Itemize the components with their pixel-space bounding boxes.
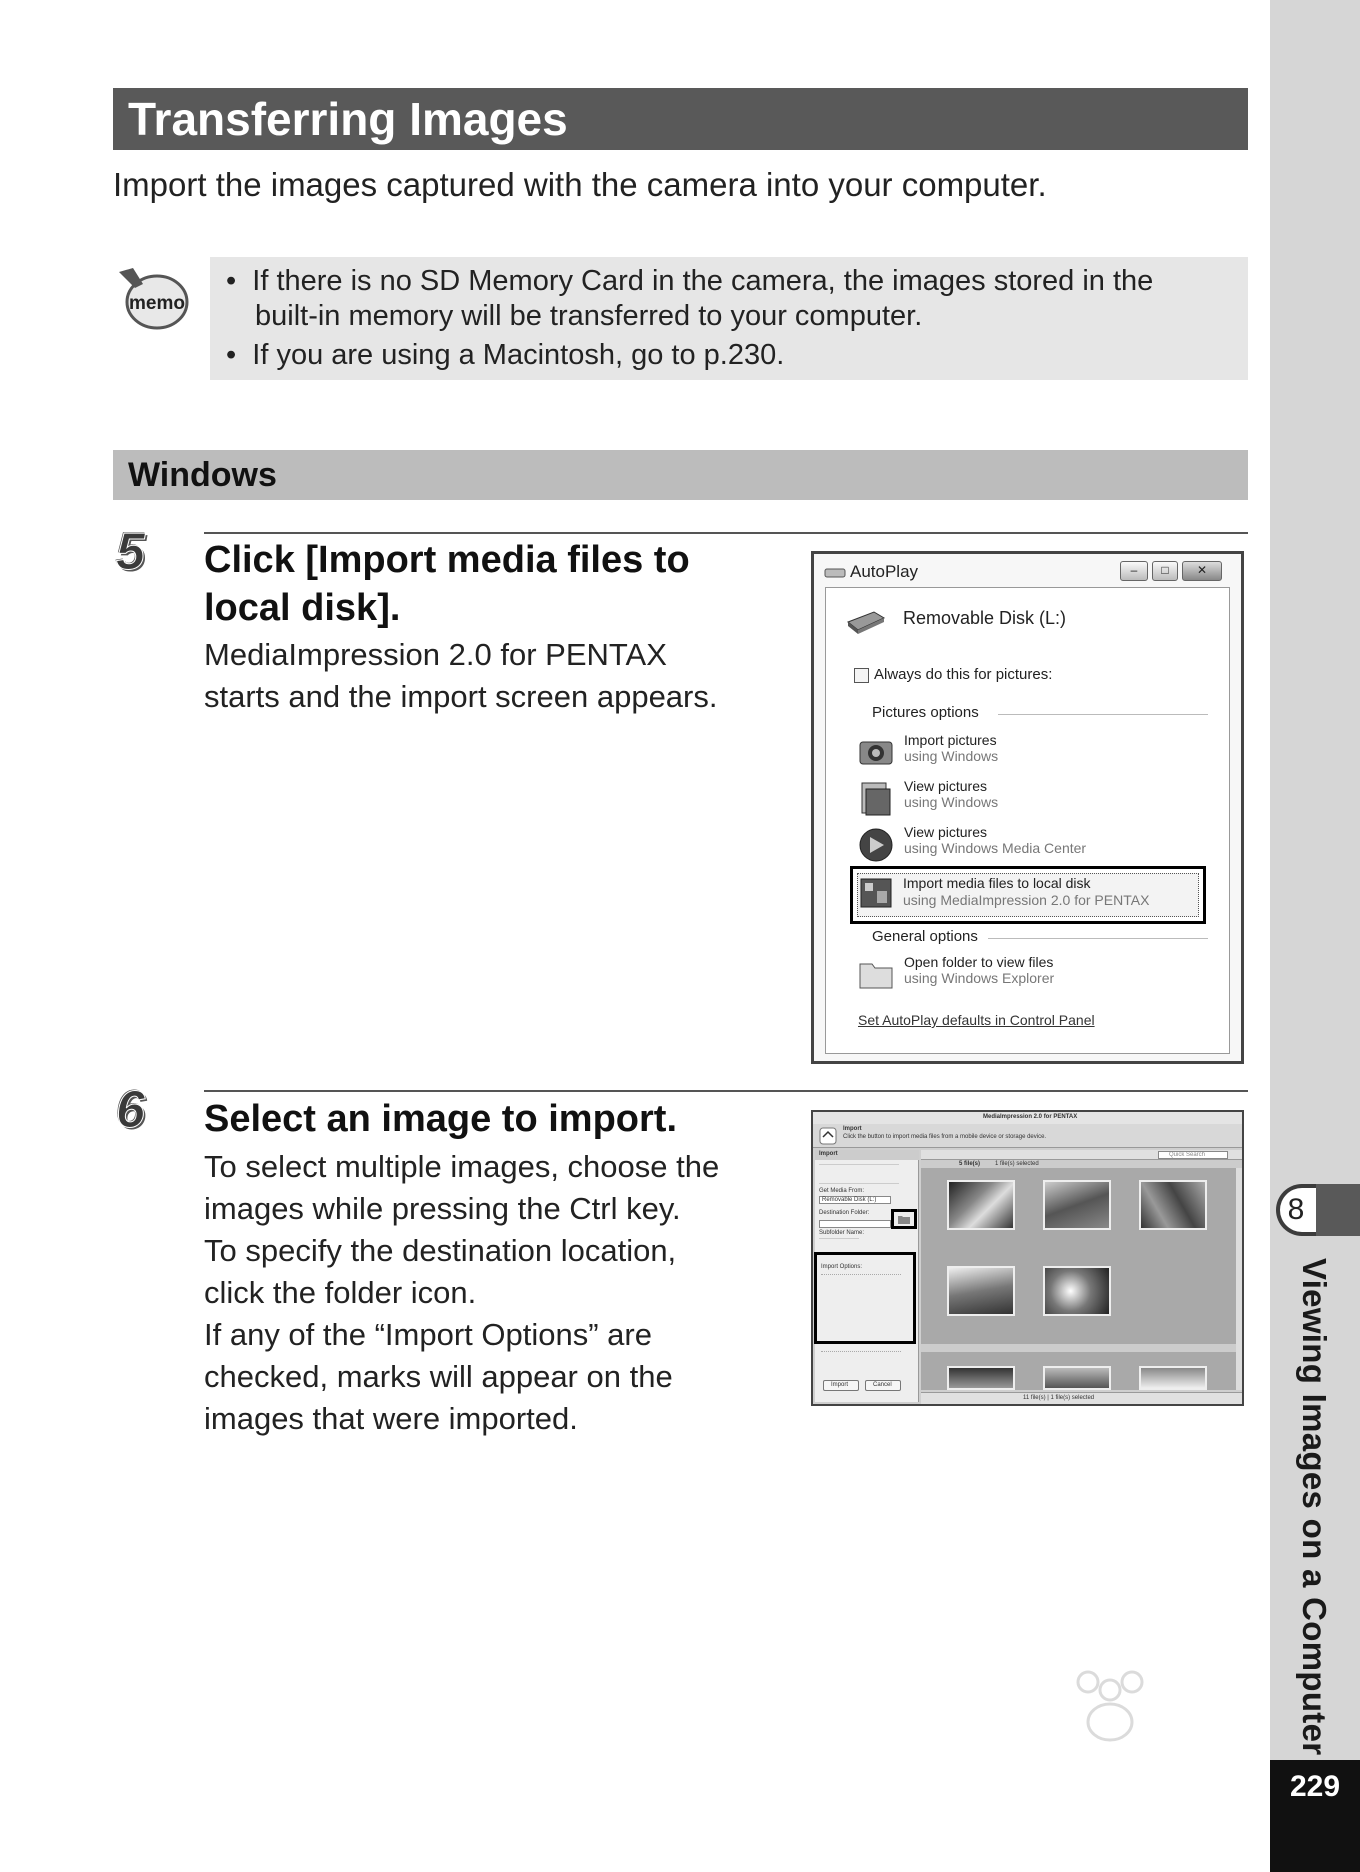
import-pictures-title: Import pictures [904,732,997,748]
autoplay-window [811,551,1244,1064]
mi-thumbnail[interactable] [1043,1366,1111,1390]
mi-destination-label: Destination Folder: [819,1210,870,1216]
general-options-label: General options [872,928,978,945]
media-center-sub: using Windows Media Center [904,840,1087,856]
memo-bullet-1: • If there is no SD Memory Card in the camera, the images stored in the [226,265,1154,297]
mi-import-options-label: Import Options: [821,1264,863,1270]
step-6-number: 6 [116,1081,145,1139]
general-options-rule [988,938,1208,939]
mi-title: MediaImpression 2.0 for PENTAX [983,1114,1078,1120]
step-5-body-1: MediaImpression 2.0 for PENTAX [204,637,667,672]
import-pictures-sub: using Windows [904,748,999,764]
media-center-title: View pictures [904,824,988,840]
removable-disk-icon [844,598,886,638]
autoplay-defaults-link[interactable]: Set AutoPlay defaults in Control Panel [858,1012,1095,1028]
autoplay-drive-icon [824,565,846,579]
page-title: Transferring Images [128,93,568,145]
mi-scrollbar[interactable] [1236,1168,1242,1390]
mi-thumbnail[interactable] [1139,1366,1207,1390]
mi-status-bottom: 11 file(s) | 1 file(s) selected [1023,1395,1095,1401]
folder-icon [858,956,894,992]
minimize-button[interactable]: – [1120,561,1148,581]
mi-thumbnail[interactable] [947,1180,1015,1230]
section-title: Windows [128,456,277,494]
close-button[interactable]: ✕ [1182,561,1222,581]
mi-thumbnail[interactable] [1139,1180,1207,1230]
step-6-body-6: checked, marks will appear on the [204,1359,673,1394]
mi-home-icon[interactable] [819,1127,837,1145]
mediaimpression-icon [859,875,895,911]
step-6-body-4: click the folder icon. [204,1275,477,1310]
intro-text: Import the images captured with the camera into your computer. [113,166,1047,203]
mi-thumbnail[interactable] [1043,1266,1111,1316]
import-media-title: Import media files to local disk [903,875,1091,891]
always-label: Always do this for pictures: [874,666,1053,683]
autoplay-body [825,587,1230,1054]
mi-status-left: 5 file(s) [959,1161,981,1167]
memo-box [210,257,1248,380]
mi-import-button[interactable]: Import [823,1380,859,1391]
step-5-number: 5 [116,523,145,581]
step-6-rule [204,1090,1248,1092]
mi-get-media-label: Get Media From: [819,1188,865,1194]
mi-panel-title: Import [819,1151,838,1157]
section-bar [113,450,1248,500]
view-pictures-sub: using Windows [904,794,999,810]
chapter-tab-marker [1316,1184,1360,1236]
step-6-body-5: If any of the “Import Options” are [204,1317,652,1352]
media-center-icon [858,827,894,863]
step-5-body-2: starts and the import screen appears. [204,679,718,714]
mi-thumbnail[interactable] [947,1266,1015,1316]
open-folder-sub: using Windows Explorer [904,970,1055,986]
memo-icon [113,262,193,334]
mediaimpression-window [811,1110,1244,1406]
baidu-watermark [960,1660,1260,1830]
open-folder-title: Open folder to view files [904,954,1054,970]
mi-import-desc: Click the button to import media files from a mobile device or storage device. [843,1134,1047,1140]
mi-destination-input[interactable] [819,1220,891,1228]
chapter-number: 8 [1287,1193,1305,1226]
camera-icon [858,734,894,770]
step-6-body-3: To specify the destination location, [204,1233,677,1268]
mi-status-selected: 1 file(s) selected [995,1161,1039,1167]
mi-subfolder-options [819,1238,859,1252]
memo-bullet-2: • If you are using a Macintosh, go to p.230. [226,339,785,371]
pictures-options-label: Pictures options [872,704,979,721]
autoplay-title: AutoPlay [850,562,919,581]
pictures-options-rule [998,714,1208,715]
view-pictures-title: View pictures [904,778,988,794]
mi-subfolder-label: Subfolder Name: [819,1230,865,1236]
mi-search-input[interactable]: Quick Search [1158,1151,1228,1159]
option-import-media-files[interactable] [850,866,1206,924]
step-5-title-1: Click [Import media files to [204,539,690,581]
memo-icon-label: memo [129,293,185,314]
step-6-title: Select an image to import. [204,1098,677,1140]
step-6-body-2: images while pressing the Ctrl key. [204,1191,681,1226]
mi-cancel-button[interactable]: Cancel [865,1380,901,1391]
mi-folder-icon [898,1215,910,1224]
import-media-sub: using MediaImpression 2.0 for PENTAX [903,892,1150,908]
mi-import-heading: Import [843,1126,862,1132]
mi-thumbnail[interactable] [947,1366,1015,1390]
step-5-title-2: local disk]. [204,587,401,629]
page-number: 229 [1289,1770,1341,1803]
chapter-title: Viewing Images on a Computer [1296,1258,1333,1756]
step-6-body-1: To select multiple images, choose the [204,1149,720,1184]
mi-thumbnail[interactable] [1043,1180,1111,1230]
photo-viewer-icon [858,781,894,817]
mi-panel-hint-lines [819,1164,899,1184]
mi-import-options-highlight [814,1252,916,1344]
always-checkbox[interactable] [854,668,869,683]
device-name: Removable Disk (L:) [903,608,1067,628]
mi-group-bar-2 [921,1344,1236,1352]
step-6-body-7: images that were imported. [204,1401,578,1436]
mi-folder-button[interactable] [891,1209,917,1229]
memo-bullet-1-cont: built-in memory will be transferred to your computer. [255,300,923,332]
maximize-button[interactable]: □ [1152,561,1178,581]
mi-source-select[interactable]: Removable Disk (L:) [819,1196,891,1204]
step-5-rule [204,532,1248,534]
